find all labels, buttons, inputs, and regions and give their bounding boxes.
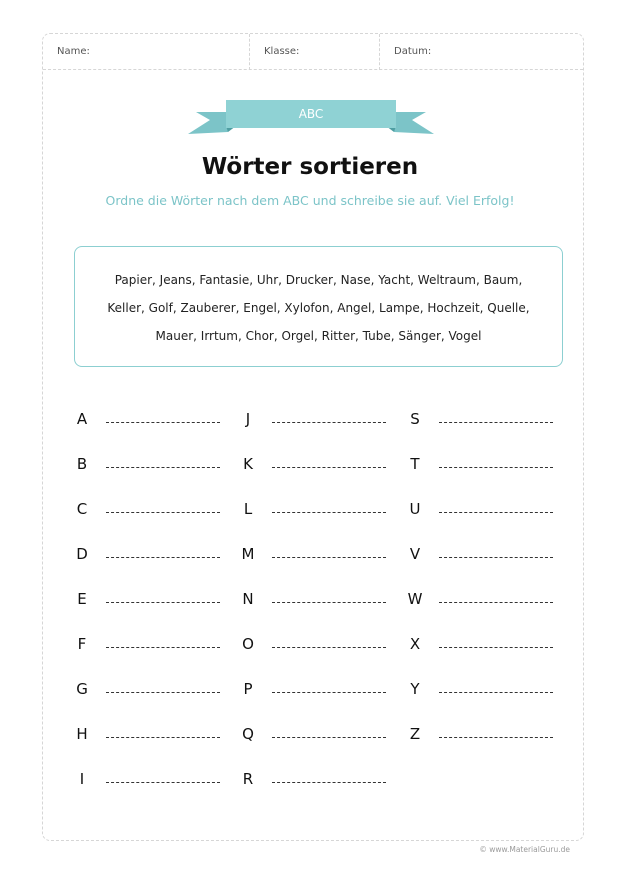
alphabet-letter: F [77, 635, 87, 653]
answer-entry [238, 677, 398, 701]
answer-entry [405, 587, 565, 611]
answer-entry [405, 452, 565, 476]
answer-blank-line[interactable] [106, 557, 220, 558]
alphabet-letter: G [76, 680, 88, 698]
answer-entry [72, 407, 232, 431]
answer-entry [238, 497, 398, 521]
answer-blank-line[interactable] [439, 737, 553, 738]
word-list-line: Mauer, Irrtum, Chor, Orgel, Ritter, Tube, Sänger, Vogel [155, 329, 482, 343]
answer-blank-line[interactable] [272, 602, 386, 603]
answer-blank-line[interactable] [439, 422, 553, 423]
answer-blank-line[interactable] [272, 737, 386, 738]
answer-blank-line[interactable] [272, 692, 386, 693]
answer-entry [72, 677, 232, 701]
answer-blank-line[interactable] [272, 467, 386, 468]
alphabet-letter: X [409, 635, 421, 653]
alphabet-letter: L [243, 500, 253, 518]
answer-entry [72, 587, 232, 611]
alphabet-letter: K [243, 455, 253, 473]
answer-blank-line[interactable] [106, 692, 220, 693]
answer-blank-line[interactable] [439, 647, 553, 648]
alphabet-letter: D [76, 545, 88, 563]
answer-blank-line[interactable] [272, 782, 386, 783]
word-list-line: Keller, Golf, Zauberer, Engel, Xylofon, Angel, Lampe, Hochzeit, Quelle, [107, 301, 530, 315]
answer-entry [405, 497, 565, 521]
answer-blank-line[interactable] [106, 467, 220, 468]
answer-blank-line[interactable] [272, 422, 386, 423]
word-list-line: Papier, Jeans, Fantasie, Uhr, Drucker, Nase, Yacht, Weltraum, Baum, [114, 273, 523, 287]
alphabet-letter: Q [242, 725, 254, 743]
answer-entry [238, 767, 398, 791]
answer-entry [72, 632, 232, 656]
answer-entry [238, 722, 398, 746]
alphabet-letter: T [410, 455, 420, 473]
answer-blank-line[interactable] [272, 512, 386, 513]
answer-blank-line[interactable] [439, 557, 553, 558]
alphabet-letter: E [77, 590, 87, 608]
copyright-notice: © www.MaterialGuru.de [479, 845, 570, 854]
date-label: Datum: [394, 46, 432, 57]
name-label: Name: [57, 46, 90, 57]
alphabet-letter: Z [409, 725, 421, 743]
answer-entry [238, 632, 398, 656]
alphabet-letter: P [243, 680, 253, 698]
answer-blank-line[interactable] [439, 692, 553, 693]
alphabet-letter: S [410, 410, 420, 428]
alphabet-letter: Y [410, 680, 420, 698]
alphabet-letter: N [242, 590, 254, 608]
alphabet-letter: H [76, 725, 88, 743]
answer-blank-line[interactable] [272, 647, 386, 648]
answer-entry [238, 587, 398, 611]
answer-blank-line[interactable] [439, 512, 553, 513]
alphabet-letter: C [76, 500, 88, 518]
answer-blank-line[interactable] [106, 422, 220, 423]
answer-blank-line[interactable] [106, 737, 220, 738]
alphabet-letter: J [245, 410, 251, 428]
alphabet-letter: R [242, 770, 254, 788]
answer-entry [238, 407, 398, 431]
answer-entry [72, 497, 232, 521]
answer-entry [238, 542, 398, 566]
answer-entry [72, 542, 232, 566]
answer-blank-line[interactable] [106, 512, 220, 513]
answer-entry [405, 542, 565, 566]
answer-entry [405, 677, 565, 701]
answer-entry [72, 722, 232, 746]
answer-blank-line[interactable] [439, 467, 553, 468]
answer-entry [72, 767, 232, 791]
alphabet-letter: A [76, 410, 88, 428]
instruction-text: Ordne die Wörter nach dem ABC und schreibe sie auf. Viel Erfolg! [105, 193, 515, 208]
answer-blank-line[interactable] [106, 782, 220, 783]
alphabet-letter: I [79, 770, 85, 788]
banner-label: ABC [298, 107, 324, 121]
alphabet-letter: B [76, 455, 88, 473]
answer-entry [238, 452, 398, 476]
alphabet-letter: V [409, 545, 421, 563]
alphabet-letter: U [409, 500, 421, 518]
answer-blank-line[interactable] [106, 602, 220, 603]
answer-blank-line[interactable] [272, 557, 386, 558]
answer-entry [405, 632, 565, 656]
answer-entry [72, 452, 232, 476]
answer-blank-line[interactable] [106, 647, 220, 648]
alphabet-letter: W [407, 590, 423, 608]
answer-entry [405, 407, 565, 431]
page-title: Wörter sortieren [201, 154, 419, 180]
alphabet-letter: O [242, 635, 254, 653]
answer-blank-line[interactable] [439, 602, 553, 603]
alphabet-letter: M [241, 545, 255, 563]
class-label: Klasse: [264, 46, 300, 57]
answer-entry [405, 722, 565, 746]
